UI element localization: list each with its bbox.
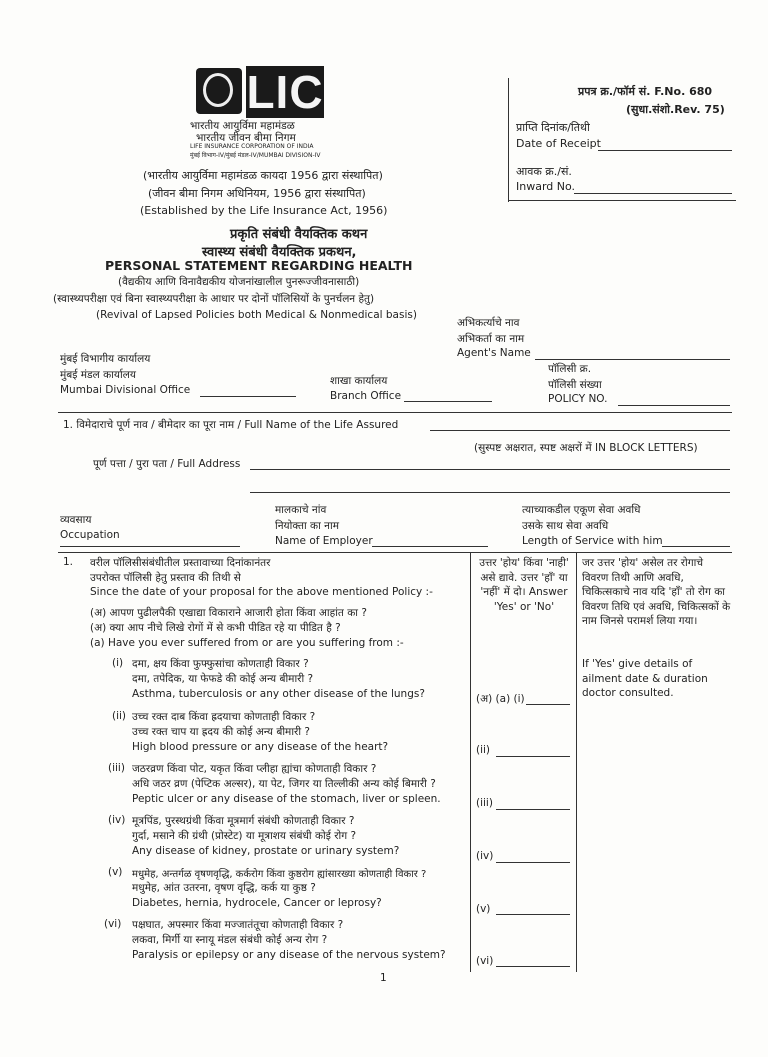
item-english: Peptic ulcer or any disease of the stomach, liver or spleen. (132, 793, 441, 805)
occupation-english: Occupation (60, 529, 120, 541)
item-number: (i) (112, 657, 124, 669)
answer-field[interactable] (496, 966, 570, 967)
item-hindi: उच्च रक्त चाप या ह्रदय की कोई अन्य बीमारी ? (132, 726, 310, 738)
form-revision: (सुधा.संशो.Rev. 75) (626, 103, 725, 116)
section-divider (58, 412, 732, 413)
page-number: 1 (380, 972, 387, 984)
question-a-english: (a) Have you ever suffered from or are you suffering from :- (90, 637, 404, 649)
question-a-hindi: (अ) क्या आप नीचे लिखे रोगों में से कभी पीडित रहे या पीडित है ? (90, 622, 341, 634)
service-length-hindi: उसके साथ सेवा अवधि (522, 520, 609, 532)
answer-field[interactable] (496, 862, 570, 863)
employer-english: Name of Employer (275, 535, 373, 547)
item-hindi: गुर्दा, मसाने की ग्रंथी (प्रोस्टेट) या मूत्राशय संबंधी कोई रोग ? (132, 830, 357, 842)
item-english: Any disease of kidney, prostate or urinary system? (132, 845, 400, 857)
employer-field[interactable] (372, 546, 488, 547)
service-length-english: Length of Service with him (522, 535, 663, 547)
receipt-label-english: Date of Receipt (516, 137, 601, 150)
answer-column-header: उत्तर 'होय' किंवा 'नाही' असे द्यावे. उत्तर 'हाँ' या 'नहीं' में दो। Answer 'Yes' or 'No' (479, 557, 569, 613)
policy-no-english: POLICY NO. (548, 393, 608, 405)
answer-label: (vi) (476, 955, 494, 967)
inward-label-english: Inward No. (516, 180, 576, 193)
answer-field[interactable] (526, 704, 570, 705)
occupation-marathi: व्यवसाय (60, 514, 92, 526)
full-address-label: पूर्ण पत्ता / पुरा पता / Full Address (93, 458, 241, 470)
question-intro-english: Since the date of your proposal for the above mentioned Policy :- (90, 586, 433, 598)
inward-no-field[interactable] (574, 193, 732, 194)
details-column-header-english: If 'Yes' give details of ailment date & duration doctor consulted. (582, 658, 708, 699)
details-column-border (576, 552, 577, 972)
section-divider-2 (58, 552, 732, 553)
item-marathi: मधुमेह, अन्तर्गळ वृषणवृद्धि, कर्करोग किंवा कुष्ठरोग ह्यांसारख्या कोणताही विकार ? (132, 869, 427, 880)
agent-label-english: Agent's Name (457, 347, 531, 359)
item-english: Paralysis or epilepsy or any disease of the nervous system? (132, 949, 446, 961)
employer-hindi: नियोक्ता का नाम (275, 520, 339, 532)
item-marathi: उच्च रक्त दाब किंवा ह्रदयाचा कोणताही विकार ? (132, 711, 316, 723)
item-english: High blood pressure or any disease of the heart? (132, 741, 389, 753)
subtitle-marathi: (वैद्यकीय आणि विनावैद्यकीय योजनांखालील पुनरूज्जीवनासाठी) (118, 276, 360, 288)
org-name-marathi: भारतीय आयुर्विमा महामंडळ (190, 120, 295, 132)
agent-name-field[interactable] (535, 359, 730, 360)
item-hindi: अधि जठर व्रण (पेप्टिक अल्सर), या पेट, जिगर या तिल्लीकी अन्य कोई बिमारी ? (132, 778, 436, 790)
item-hindi: मधुमेह, आंत उतरना, वृषण वृद्धि, कर्क या कुष्ठ ? (132, 882, 316, 894)
full-name-label: 1. विमेदाराचे पूर्ण नाव / बीमेदार का पूरा नाम / Full Name of the Life Assured (63, 419, 399, 431)
item-number: (iii) (108, 762, 125, 774)
item-marathi: जठरव्रण किंवा पोट, यकृत किंवा प्लीहा ह्यांचा कोणताही विकार ? (132, 763, 377, 775)
divisional-office-hindi: मुंबई मंडल कार्यालय (60, 369, 136, 381)
branch-office-hindi: शाखा कार्यालय (330, 375, 388, 387)
form-number: प्रपत्र क्र./फॉर्म सं. F.No. 680 (578, 85, 713, 98)
answer-field[interactable] (496, 914, 570, 915)
receipt-date-field[interactable] (598, 150, 732, 151)
item-hindi: दमा, तपेदिक, या फेफडे की कोई अन्य बीमारी ? (132, 673, 314, 685)
agent-label-marathi: अभिकर्त्याचे नाव (457, 317, 520, 329)
block-letters-note: (सुस्पष्ट अक्षरात, स्पष्ट अक्षरों में IN BLOCK LETTERS) (474, 442, 698, 454)
org-name-english: LIFE INSURANCE CORPORATION OF INDIA (190, 143, 314, 150)
item-english: Asthma, tuberculosis or any other disease of the lungs? (132, 688, 425, 700)
item-hindi: लकवा, मिर्गी या स्नायू मंडल संबंधी कोई अन्य रोग ? (132, 934, 328, 946)
full-name-field[interactable] (430, 430, 730, 431)
answer-field[interactable] (496, 756, 570, 757)
address-line-1[interactable] (250, 469, 730, 470)
item-number: (ii) (112, 710, 127, 722)
service-length-field[interactable] (662, 546, 730, 547)
branch-office-field[interactable] (404, 401, 492, 402)
policy-no-hindi: पॉलिसी संख्या (548, 379, 602, 391)
subtitle-hindi: (स्वास्थ्यपरीक्षा एवं बिना स्वास्थ्यपरीक्षा के आधार पर दोनों पॉलिसियों के पुनर्चलन हेतु) (53, 293, 375, 305)
form-box-border (508, 78, 509, 202)
item-number: (v) (108, 866, 123, 878)
lic-logo: LIC (246, 66, 324, 118)
item-number: (vi) (104, 918, 122, 930)
subtitle-english: (Revival of Lapsed Policies both Medical & Nonmedical basis) (96, 309, 417, 321)
agent-label-hindi: अभिकर्ता का नाम (457, 333, 525, 345)
occupation-field[interactable] (60, 546, 240, 547)
established-english: (Established by the Life Insurance Act, 1956) (140, 204, 388, 217)
receipt-label-hindi: प्राप्ति दिनांक/तिथी (516, 121, 590, 134)
service-length-marathi: त्याच्याकडील एकूण सेवा अवधि (522, 504, 641, 516)
established-marathi: (भारतीय आयुर्विमा महामंडळ कायदा 1956 द्वारा संस्थापित) (143, 169, 383, 182)
division-label: मुंबई विभाग-IV/मुंबई मंडल-IV/MUMBAI DIVISION-IV (190, 152, 321, 159)
policy-no-marathi: पॉलिसी क्र. (548, 363, 592, 375)
title-hindi-2: स्वास्थ्य संबंधी वैयक्तिक प्रकथन, (202, 245, 357, 260)
item-marathi: मूत्रपिंड, पुरस्थग्रंथी किंवा मूत्रमार्ग संबंधी कोणताही विकार ? (132, 815, 355, 827)
answer-field[interactable] (496, 809, 570, 810)
divisional-office-english: Mumbai Divisional Office (60, 384, 191, 396)
divisional-office-field[interactable] (200, 396, 296, 397)
page-title: PERSONAL STATEMENT REGARDING HEALTH (105, 258, 413, 273)
answer-label: (iv) (476, 850, 494, 862)
item-marathi: दमा, क्षय किंवा फुफ्फुसांचा कोणताही विकार ? (132, 658, 309, 670)
form-box-bottom (508, 200, 736, 201)
inward-label-hindi: आवक क्र./सं. (516, 165, 572, 178)
details-column-header-hindi: जर उत्तर 'होय' असेल तर रोगाचे विवरण तिथी आणि अवधि, चिकित्सकाचे नाव यदि 'हाँ' तो रोग का विवरण तिथि एवं अवधि, चिकित्सकों के नाम जिनसे परामर्श लिया गया। (582, 557, 731, 627)
answer-label: (v) (476, 903, 491, 915)
item-english: Diabetes, hernia, hydrocele, Cancer or leprosy? (132, 897, 382, 909)
answer-column-border (470, 552, 471, 972)
question-intro-marathi: वरील पॉलिसीसंबंधीतील प्रस्तावाच्या दिनांकानंतर (90, 557, 271, 569)
address-line-2[interactable] (250, 492, 730, 493)
question-intro-hindi: उपरोक्त पॉलिसी हेतु प्रस्ताव की तिथी से (90, 572, 241, 584)
org-name-hindi: भारतीय जीवन बीमा निगम (196, 132, 296, 144)
answer-label: (ii) (476, 744, 491, 756)
title-hindi-1: प्रकृति संबंधी वैयक्तिक कथन (230, 227, 368, 242)
employer-marathi: मालकाचे नांव (275, 504, 327, 516)
answer-label: (iii) (476, 797, 493, 809)
established-hindi: (जीवन बीमा निगम अधिनियम, 1956 द्वारा संस्थापित) (148, 187, 366, 200)
lic-emblem-icon (196, 68, 242, 114)
question-number: 1. (63, 556, 74, 568)
question-a-marathi: (अ) आपण पुढीलपैकी एखाद्या विकाराने आजारी होता किंवा आहांत का ? (90, 607, 367, 619)
item-number: (iv) (108, 814, 126, 826)
divisional-office-marathi: मुंबई विभागीय कार्यालय (60, 353, 151, 365)
item-marathi: पक्षघात, अपस्मार किंवा मज्जातंतूचा कोणताही विकार ? (132, 919, 344, 931)
answer-label: (अ) (a) (i) (476, 693, 525, 705)
branch-office-english: Branch Office (330, 390, 402, 402)
policy-no-field[interactable] (618, 405, 730, 406)
